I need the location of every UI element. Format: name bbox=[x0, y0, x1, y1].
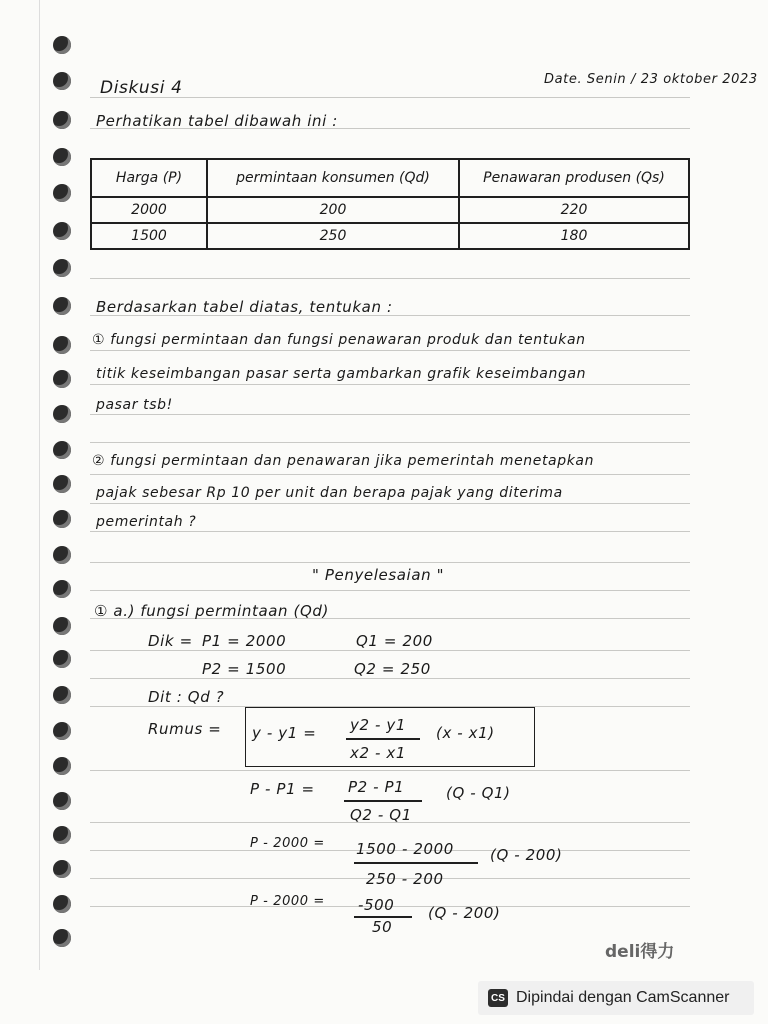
camscanner-icon: CS bbox=[488, 989, 508, 1007]
step-3-numerator: -500 bbox=[358, 896, 395, 914]
dit-label: Dit : Qd ? bbox=[148, 688, 225, 706]
question-1-line-1: ① fungsi permintaan dan fungsi penawaran produk dan tentukan bbox=[92, 332, 586, 348]
question-2-line-3: pemerintah ? bbox=[96, 514, 197, 530]
page-title: Diskusi 4 bbox=[100, 78, 183, 98]
given-q2: Q2 = 250 bbox=[354, 660, 431, 678]
given-p1: P1 = 2000 bbox=[202, 632, 287, 650]
step-2-right: (Q - 200) bbox=[490, 846, 563, 864]
table-cell: 2000 bbox=[91, 197, 207, 223]
intro-text: Perhatikan tabel dibawah ini : bbox=[96, 112, 338, 130]
table-cell: 200 bbox=[207, 197, 459, 223]
question-2-line-2: pajak sebesar Rp 10 per unit dan berapa pajak yang diterima bbox=[96, 485, 563, 501]
step-1-denominator: Q2 - Q1 bbox=[350, 806, 412, 824]
step-1-left: P - P1 = bbox=[250, 780, 315, 798]
solution-heading: " Penyelesaian " bbox=[312, 566, 445, 584]
step-3-denominator: 50 bbox=[372, 918, 393, 936]
table-row bbox=[91, 223, 689, 249]
camscanner-watermark bbox=[478, 981, 754, 1015]
table-header-price: Harga (P) bbox=[91, 159, 207, 197]
table-cell: 1500 bbox=[91, 223, 207, 249]
question-2-line-1: ② fungsi permintaan dan penawaran jika pemerintah menetapkan bbox=[92, 453, 595, 469]
table-row bbox=[91, 197, 689, 223]
step-3-left: P - 2000 = bbox=[250, 894, 325, 909]
step-1-right: (Q - Q1) bbox=[446, 784, 511, 802]
step-2-left: P - 2000 = bbox=[250, 836, 325, 851]
step-2-denominator: 250 - 200 bbox=[366, 870, 444, 888]
step-3-right: (Q - 200) bbox=[428, 904, 501, 922]
question-1-line-3: pasar tsb! bbox=[96, 397, 173, 413]
solution-part-a: ① a.) fungsi permintaan (Qd) bbox=[94, 602, 329, 620]
camscanner-label: Dipindai dengan CamScanner bbox=[516, 989, 730, 1006]
step-1-fraction-bar bbox=[344, 800, 422, 802]
page-margin-line bbox=[39, 0, 40, 970]
price-quantity-table bbox=[90, 158, 690, 250]
table-cell: 220 bbox=[459, 197, 689, 223]
formula-denominator: x2 - x1 bbox=[350, 744, 406, 762]
table-header-supply: Penawaran produsen (Qs) bbox=[459, 159, 689, 197]
formula-right: (x - x1) bbox=[436, 724, 495, 742]
notebook-brand-logo: deli得力 bbox=[605, 942, 675, 962]
question-1-line-2: titik keseimbangan pasar serta gambarkan grafik keseimbangan bbox=[96, 366, 587, 382]
table-header-demand: permintaan konsumen (Qd) bbox=[207, 159, 459, 197]
formula-left: y - y1 = bbox=[252, 724, 317, 742]
rumus-label: Rumus = bbox=[148, 720, 222, 738]
step-2-numerator: 1500 - 2000 bbox=[356, 840, 454, 858]
date-field: Date. Senin / 23 oktober 2023 bbox=[544, 72, 758, 87]
formula-numerator: y2 - y1 bbox=[350, 716, 406, 734]
given-q1: Q1 = 200 bbox=[356, 632, 433, 650]
dik-label: Dik = bbox=[148, 632, 193, 650]
given-p2: P2 = 1500 bbox=[202, 660, 287, 678]
question-intro: Berdasarkan tabel diatas, tentukan : bbox=[96, 298, 393, 316]
table-cell: 180 bbox=[459, 223, 689, 249]
table-cell: 250 bbox=[207, 223, 459, 249]
formula-fraction-bar bbox=[346, 738, 420, 740]
step-2-fraction-bar bbox=[354, 862, 478, 864]
step-1-numerator: P2 - P1 bbox=[348, 778, 405, 796]
